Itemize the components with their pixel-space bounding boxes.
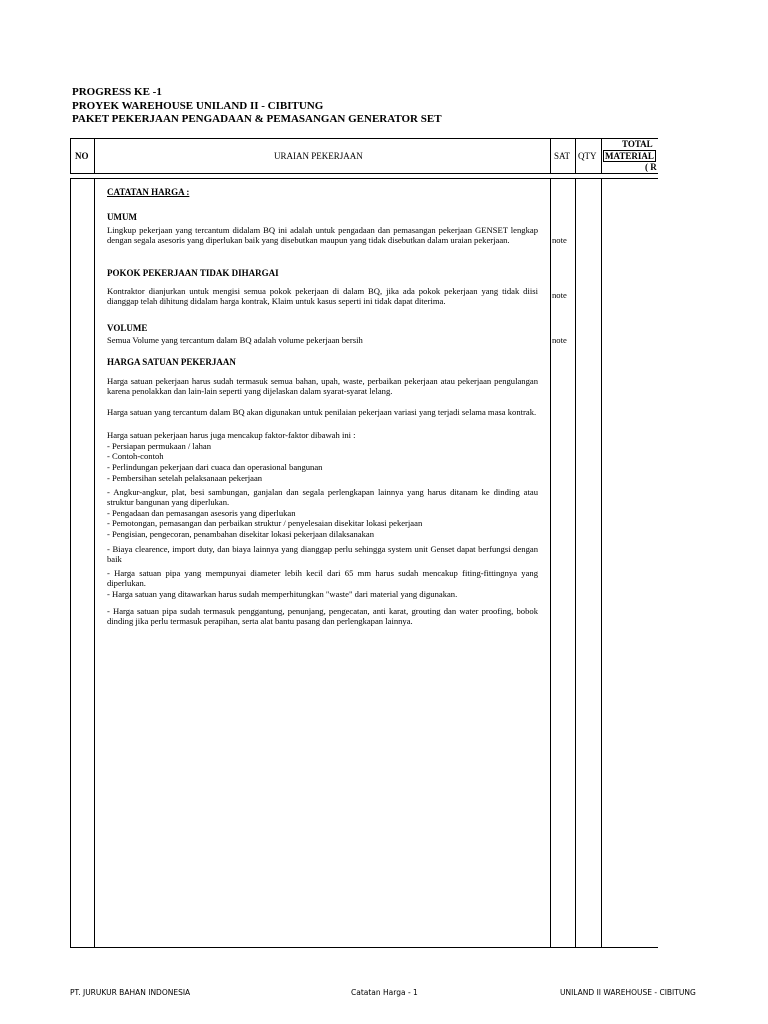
header-material: MATERIAL: [605, 151, 654, 161]
harga-item: - Biaya clearence, import duty, dan biaya lainnya yang dianggap perlu sehingga system unit Genset dapat berfungsi dengan baik: [107, 544, 538, 565]
pokok-text: Kontraktor dianjurkan untuk mengisi semua pokok pekerjaan di dalam BQ, jika ada pokok pekerjaan yang tidak diisi dianggap telah dihitung didalam harga kontrak, Klaim untuk kasus seperti ini tidak dapat diterima.: [107, 286, 538, 307]
volume-note: note: [552, 335, 567, 345]
header-no: NO: [75, 151, 89, 161]
harga-item: - Pemotongan, pemasangan dan perbaikan struktur / penyelesaian disekitar lokasi pekerjaan: [107, 518, 423, 528]
header-col-divider-uraian: [550, 138, 551, 174]
footer-company: PT. JURUKUR BAHAN INDONESIA: [70, 988, 191, 997]
umum-title: UMUM: [107, 212, 137, 222]
header-col-divider-sat: [575, 138, 576, 174]
project-title: PROYEK WAREHOUSE UNILAND II - CIBITUNG: [72, 99, 324, 112]
pokok-note: note: [552, 290, 567, 300]
harga-item: - Pembersihan setelah pelaksanaan pekerjaan: [107, 473, 263, 483]
umum-note: note: [552, 235, 567, 245]
harga-item: - Contoh-contoh: [107, 451, 164, 461]
harga-title: HARGA SATUAN PEKERJAAN: [107, 357, 236, 367]
pokok-title: POKOK PEKERJAAN TIDAK DIHARGAI: [107, 268, 279, 278]
progress-title: PROGRESS KE -1: [72, 86, 162, 98]
harga-item: - Perlindungan pekerjaan dari cuaca dan operasional bangunan: [107, 462, 323, 472]
body-col-divider-no: [94, 178, 95, 948]
catatan-harga-title: CATATAN HARGA :: [107, 187, 190, 197]
footer-page-label: Catatan Harga - 1: [351, 988, 418, 997]
header-unit: ( R: [645, 162, 657, 172]
header-total: TOTAL: [622, 139, 653, 149]
header-col-divider-qty: [601, 138, 602, 174]
harga-item: - Angkur-angkur, plat, besi sambungan, ganjalan dan segala perlengkapan lainnya yang harus ditanam ke dinding atau struktur bangunan yang diperlukan.: [107, 487, 538, 508]
volume-title: VOLUME: [107, 323, 148, 333]
harga-paragraph-2: Harga satuan yang tercantum dalam BQ akan digunakan untuk penilaian pekerjaan variasi yang terjadi selama masa kontrak.: [107, 407, 537, 417]
footer-project: UNILAND II WAREHOUSE - CIBITUNG: [560, 988, 696, 997]
header-qty: QTY: [578, 151, 597, 161]
harga-paragraph-3: Harga satuan pekerjaan harus juga mencakup faktor-faktor dibawah ini :: [107, 430, 356, 440]
harga-item: - Pengisian, pengecoran, penambahan disekitar lokasi pekerjaan dilaksanakan: [107, 529, 375, 539]
header-sat: SAT: [554, 151, 571, 161]
harga-item: - Harga satuan yang ditawarkan harus sudah memperhitungkan "waste" dari material yang digunakan.: [107, 589, 458, 599]
harga-item: - Harga satuan pipa sudah termasuk penggantung, penunjang, pengecatan, anti karat, grouting dan water proofing, bobok dinding jika perlu termasuk perapihan, serta alat bantu pasang dan perlengkapan lainnya.: [107, 606, 538, 627]
header-uraian: URAIAN PEKERJAAN: [274, 151, 363, 161]
body-col-divider-uraian: [550, 178, 551, 948]
harga-item: - Pengadaan dan pemasangan asesoris yang diperlukan: [107, 508, 296, 518]
harga-item: - Persiapan permukaan / lahan: [107, 441, 212, 451]
umum-text: Lingkup pekerjaan yang tercantum didalam BQ ini adalah untuk pengadaan dan pemasangan pekerjaan GENSET lengkap dengan segala asesoris yang diperlukan baik yang disebutkan maupun yang tidak disebutkan dalam uraian pekerjaan.: [107, 225, 538, 246]
header-col-divider-no: [94, 138, 95, 174]
harga-item: - Harga satuan pipa yang mempunyai diameter lebih kecil dari 65 mm harus sudah mencakup fiting-fittingnya yang diperlukan.: [107, 568, 538, 589]
body-col-divider-qty: [601, 178, 602, 948]
harga-paragraph-1: Harga satuan pekerjaan harus sudah termasuk semua bahan, upah, waste, perbaikan pekerjaan atau pekerjaan pengulangan karena penolakkan dan lain-lain seperti yang dijelaskan dalam syarat-syarat lelang.: [107, 376, 538, 397]
volume-text: Semua Volume yang tercantum dalam BQ adalah volume pekerjaan bersih: [107, 335, 363, 345]
document-header: [72, 86, 442, 127]
package-title: PAKET PEKERJAAN PENGADAAN & PEMASANGAN GENERATOR SET: [72, 113, 442, 125]
body-col-divider-sat: [575, 178, 576, 948]
